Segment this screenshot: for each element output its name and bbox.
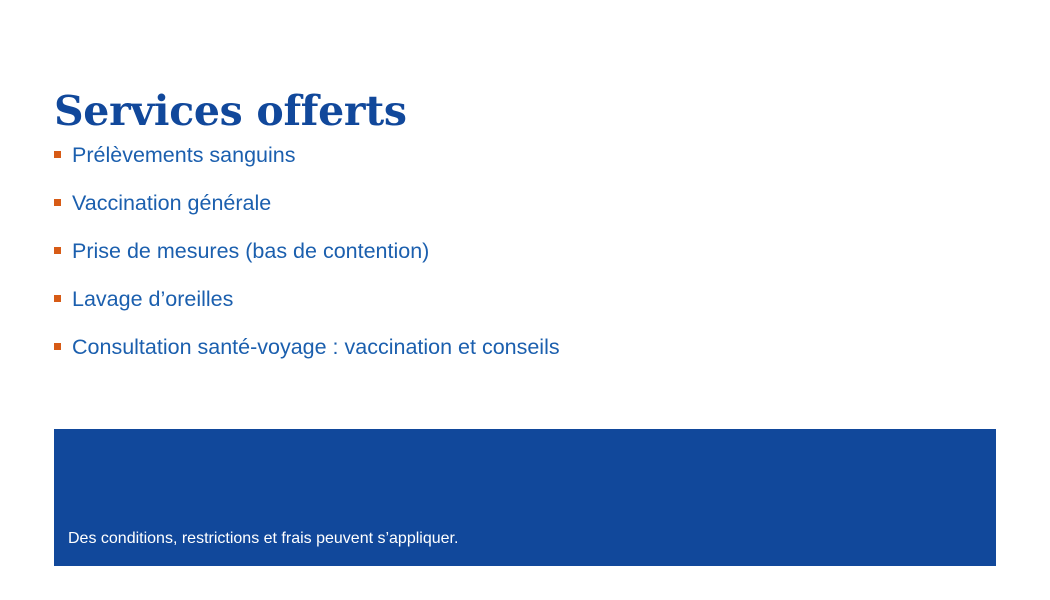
list-item-label: Vaccination générale — [72, 191, 272, 215]
square-bullet-icon — [54, 343, 61, 350]
list-item — [54, 234, 934, 268]
list-item — [54, 138, 934, 172]
list-item-label: Prélèvements sanguins — [72, 143, 296, 167]
square-bullet-icon — [54, 151, 61, 158]
list-item — [54, 282, 934, 316]
list-item-label: Consultation santé-voyage : vaccination et conseils — [72, 335, 560, 359]
list-item-label: Prise de mesures (bas de contention) — [72, 239, 430, 263]
square-bullet-icon — [54, 199, 61, 206]
square-bullet-icon — [54, 295, 61, 302]
list-item — [54, 330, 934, 364]
disclaimer-text: Des conditions, restrictions et frais peuvent s’appliquer. — [68, 530, 459, 547]
services-list — [54, 138, 934, 378]
list-item-label: Lavage d’oreilles — [72, 287, 234, 311]
list-item — [54, 186, 934, 220]
square-bullet-icon — [54, 247, 61, 254]
disclaimer-banner — [54, 429, 996, 566]
page-title: Services offerts — [54, 87, 407, 136]
